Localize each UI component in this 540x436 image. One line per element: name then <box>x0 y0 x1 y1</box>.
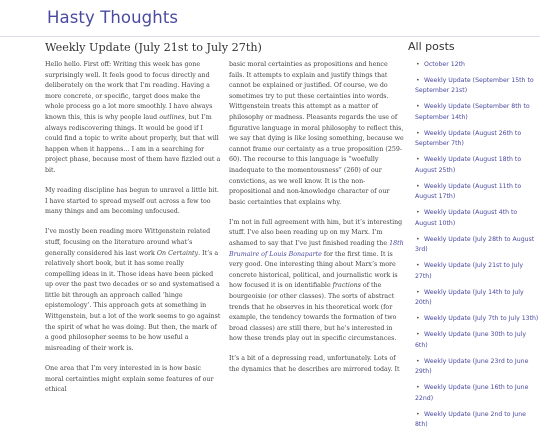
emphasis-text: outlines <box>159 113 185 121</box>
emphasis-text: like <box>294 135 307 143</box>
sidebar-post-link[interactable]: • Weekly Update (August 18th to August 25th) <box>415 156 522 174</box>
sidebar-post-link[interactable]: • Weekly Update (July 28th to August 3rd) <box>415 235 535 254</box>
sidebar-post-item <box>408 182 540 203</box>
paragraph-text: , but I’m always rediscovering things. It would be good if I could find a topic to write about properly, but that will happen when it happens… I am in a searching for project phase, because most of them have fizzled out a bit. <box>45 113 221 174</box>
sidebar-post-item <box>408 129 540 150</box>
sidebar-post-link[interactable]: • Weekly Update (September 15th to September 21st) <box>415 76 534 95</box>
post-title: Weekly Update (July 21st to July 27th) <box>45 41 262 54</box>
sidebar-post-link[interactable]: • Weekly Update (June 16th to June 22nd) <box>415 384 529 402</box>
paragraph-text: It’s a bit of a depressing read, unfortunately. Lots of the dynamics that he describes are mirrored today. It <box>229 355 400 374</box>
post-body-right-column <box>229 60 404 385</box>
post-body-left-column <box>45 60 221 405</box>
emphasis-text: On Certainty <box>156 249 199 257</box>
sidebar-post-link[interactable]: • Weekly Update (July 21st to July 27th) <box>415 262 523 280</box>
sidebar-post-link[interactable]: • Weekly Update (August 4th to August 10th) <box>415 209 518 227</box>
sidebar-post-link[interactable]: • October 12th <box>424 61 465 68</box>
post-paragraph <box>229 60 404 208</box>
sidebar-post-item <box>408 330 540 351</box>
sidebar-title: All posts <box>408 40 455 53</box>
sidebar-post-item <box>408 76 540 97</box>
paragraph-text: My reading discipline has begun to unravel a little bit. I have started to spread myself out across a few too many things and am becoming unfocused. <box>45 187 219 216</box>
post-paragraph <box>45 364 221 396</box>
post-paragraph <box>45 186 221 218</box>
sidebar-post-link[interactable]: • Weekly Update (July 7th to July 13th) <box>424 315 539 323</box>
paragraph-text: . It’s a relatively short book, but it has some really compelling ideas in it. Those ideas have been picked up over the past two decades or so and systematised a little bit through an approach called ‘hinge epistemology’. This approach gets at something in Wittgenstein, but a lot of the work seems to go against the spirit of what he was doing. But then, the mark of a good philosopher seems to be how useful a misreading of their work is. <box>45 249 221 352</box>
all-posts-list <box>408 60 540 436</box>
sidebar-post-item <box>408 383 540 404</box>
sidebar-post-item <box>408 235 540 256</box>
sidebar-post-item <box>408 102 540 123</box>
header-divider <box>0 36 540 37</box>
sidebar-post-link[interactable]: • Weekly Update (September 8th to September 14th) <box>415 103 530 121</box>
site-header <box>0 0 540 36</box>
paragraph-text: I’m not in full agreement with him, but it’s interesting stuff. I’ve also been reading up on my Marx. I’m ashamed to say that I’ve just finished reading the <box>229 218 403 247</box>
post-paragraph <box>229 218 404 345</box>
paragraph-text: One area that I’m very interested in is how basic moral certainties might explain some features of our ethical <box>45 364 214 394</box>
paragraph-text: basic moral certainties as propositions and hence fails. It attempts to explain and justify things that cannot be explained or justified. Of course, we do sometimes try to put these certainties into words. Wittgenstein treats this attempt as a matter of philosophy or madness. Pleasants regards the use of figurative language in moral philosophy to reflect this, we say that dying is <box>229 61 404 143</box>
sidebar-post-link[interactable]: • Weekly Update (June 30th to July 6th) <box>415 331 527 349</box>
sidebar-post-link[interactable]: • Weekly Update (June 23rd to June 29th) <box>415 357 529 376</box>
post-paragraph <box>229 354 404 375</box>
sidebar-post-link[interactable]: • Weekly Update (July 14th to July 20th) <box>415 288 524 307</box>
post-paragraph <box>45 227 221 354</box>
sidebar <box>408 40 540 429</box>
sidebar-post-link[interactable]: • Weekly Update (August 26th to September 7th) <box>415 129 522 148</box>
emphasis-text: fractions <box>332 282 361 290</box>
sidebar-post-item <box>408 155 540 176</box>
sidebar-post-item <box>408 60 540 71</box>
sidebar-post-item <box>408 314 540 325</box>
inline-link[interactable]: 18th Brumaire of Louis Bonaparte <box>229 240 404 258</box>
sidebar-post-link[interactable]: • Weekly Update (June 2nd to June 8th) <box>415 410 526 429</box>
post-paragraph <box>45 60 221 177</box>
sidebar-post-item <box>408 288 540 309</box>
sidebar-post-link[interactable]: • Weekly Update (August 11th to August 17th) <box>415 182 522 201</box>
paragraph-text: I’ve mostly been reading more Wittgenstein related stuff, focusing on the literature around what’s generally considered his last work <box>45 228 211 257</box>
sidebar-post-item <box>408 261 540 282</box>
paragraph-text: of the bourgeoisie (or other classes). The sorts of abstract trends that he observes in his theoretical work (for example, the tendency towards the formation of two broad classes) are still there, but he’s interested in how these trends play out in specific circumstances. <box>229 282 397 343</box>
paragraph-text: losing something, because we cannot frame our certainty as a true proposition (259-60). The recourse to this language is “woefully inadequate to the momentousness” (260) of our convictions, as we well know. It is the non-propositional and non-knowledge character of our basic certainties that explains why. <box>229 135 404 206</box>
sidebar-post-item <box>408 357 540 378</box>
paragraph-text: for the first time. It is very good. One interesting thing about Marx’s more concrete historical, political, and journalistic work is how focused it is on identifiable <box>229 250 398 290</box>
sidebar-post-item <box>408 208 540 229</box>
paragraph-text: Hello hello. First off: Writing this week has gone surprisingly well. It feels good to focus directly and deliberately on the work that I’m reading. Having a more concrete, or specific, target does make the whole process go a lot more smoothly. I have always known this, this is why people laud <box>45 61 213 121</box>
site-title-link[interactable]: Hasty Thoughts <box>47 8 179 27</box>
sidebar-post-item <box>408 410 540 431</box>
